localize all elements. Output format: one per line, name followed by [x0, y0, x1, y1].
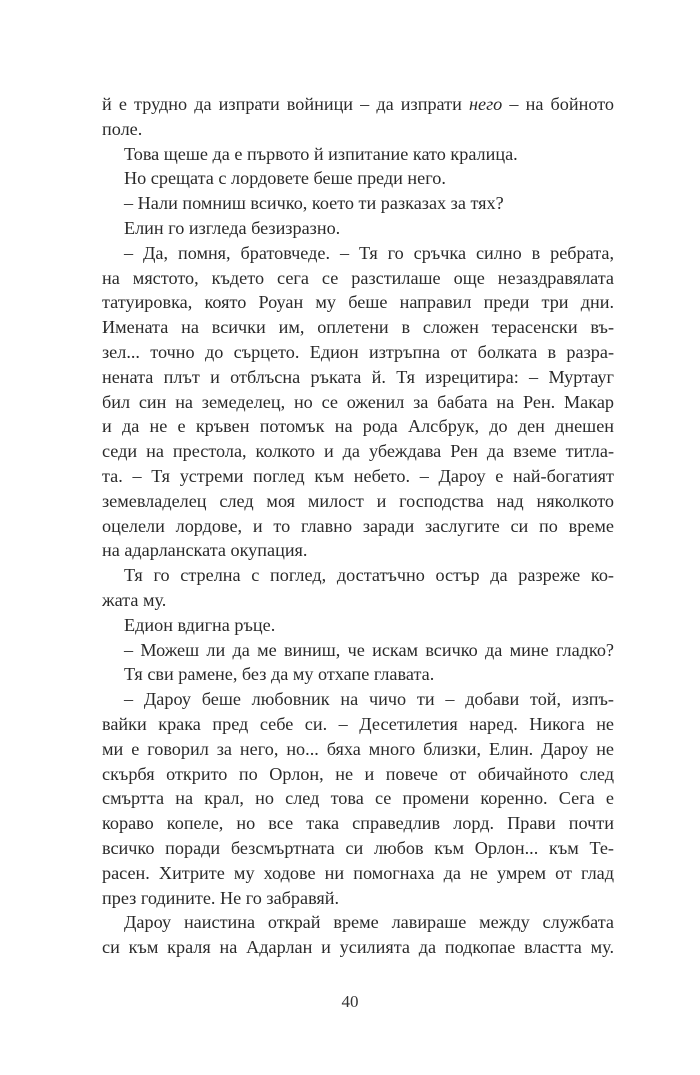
text-line: й е трудно да изпрати войници – да изпрати него – на бойното — [102, 94, 614, 114]
text-line: на мястото, където сега се разстилаше още незаздравялата — [102, 267, 614, 288]
text-line: – Да, помня, братовчеде. – Тя го сръчка силно в ребрата, — [124, 242, 614, 263]
emphasized-word: него — [468, 94, 503, 114]
text-line: Това щеше да е първото й изпитание като кралица. — [124, 143, 518, 164]
text-line: ми е говорил за него, но... бяха много близки, Елин. Дароу не — [102, 738, 614, 759]
text-line: зел... точно до сърцето. Едион изтръпна от болката в разра- — [102, 341, 614, 362]
text-line: оцелели лордове, и то главно заради заслугите си по време — [102, 515, 614, 536]
text-line: – Нали помниш всичко, което ти разказах за тях? — [124, 193, 504, 214]
text-line: всичко поради безсмъртната си любов към Орлон... към Те- — [102, 837, 614, 858]
text-line: през годините. Не го забравяй. — [102, 887, 340, 908]
text-line: Тя го стрелна с поглед, достатъчно остър да разреже ко- — [124, 565, 614, 586]
text-line: татуировка, която Роуан му беше направил преди три дни. — [102, 292, 614, 313]
text-line: нената плът и отблъсна ръката й. Тя изрецитира: – Муртауг — [102, 366, 614, 387]
text-line: Елин го изгледа безизразно. — [124, 217, 341, 238]
text-line: земевладелец след моя милост и господства над няколкото — [102, 490, 614, 511]
text-line: – Можеш ли да ме виниш, че искам всичко да мине гладко? — [124, 639, 614, 660]
text-line: Имената на всички им, оплетени в сложен терасенски въ- — [102, 317, 614, 338]
page-number: 40 — [341, 992, 359, 1011]
text-line: вайки крака пред себе си. – Десетилетия наред. Никога не — [102, 713, 614, 734]
text-line: кораво копеле, но все така справедлив лорд. Прави почти — [102, 813, 614, 834]
text-line: бил син на земеделец, но се оженил за бабата на Рен. Макар — [102, 391, 614, 412]
text-line: Дароу наистина открай време лавираше между службата — [124, 912, 614, 933]
page-body-text — [102, 92, 614, 960]
text-line: седи на престола, колкото и да убеждава Рен да вземе титла- — [102, 441, 614, 462]
text-line: та. – Тя устреми поглед към небето. – Дароу е най-богатият — [102, 465, 614, 486]
text-line: смъртта на крал, но след това се промени коренно. Сега е — [102, 788, 614, 809]
text-line: Едион вдигна ръце. — [124, 614, 276, 635]
text-line: скърбя открито по Орлон, не и повече от обичайното след — [102, 763, 614, 784]
text-line: си към краля на Адарлан и усилията да подкопае властта му. — [102, 937, 614, 958]
text-line: жата му. — [102, 589, 167, 610]
text-line: и да не е кръвен потомък на рода Алсбрук, до ден днешен — [102, 416, 614, 437]
text-line: расен. Хитрите му ходове ни помогнаха да не умрем от глад — [102, 862, 614, 883]
text-line: поле. — [102, 118, 143, 139]
text-line: Тя сви рамене, без да му отхапе главата. — [124, 664, 435, 685]
text-line: – Дароу беше любовник на чичо ти – добави той, изпъ- — [124, 689, 614, 710]
text-line: на адарланската окупация. — [102, 540, 308, 561]
text-line: Но срещата с лордовете беше преди него. — [124, 168, 446, 189]
